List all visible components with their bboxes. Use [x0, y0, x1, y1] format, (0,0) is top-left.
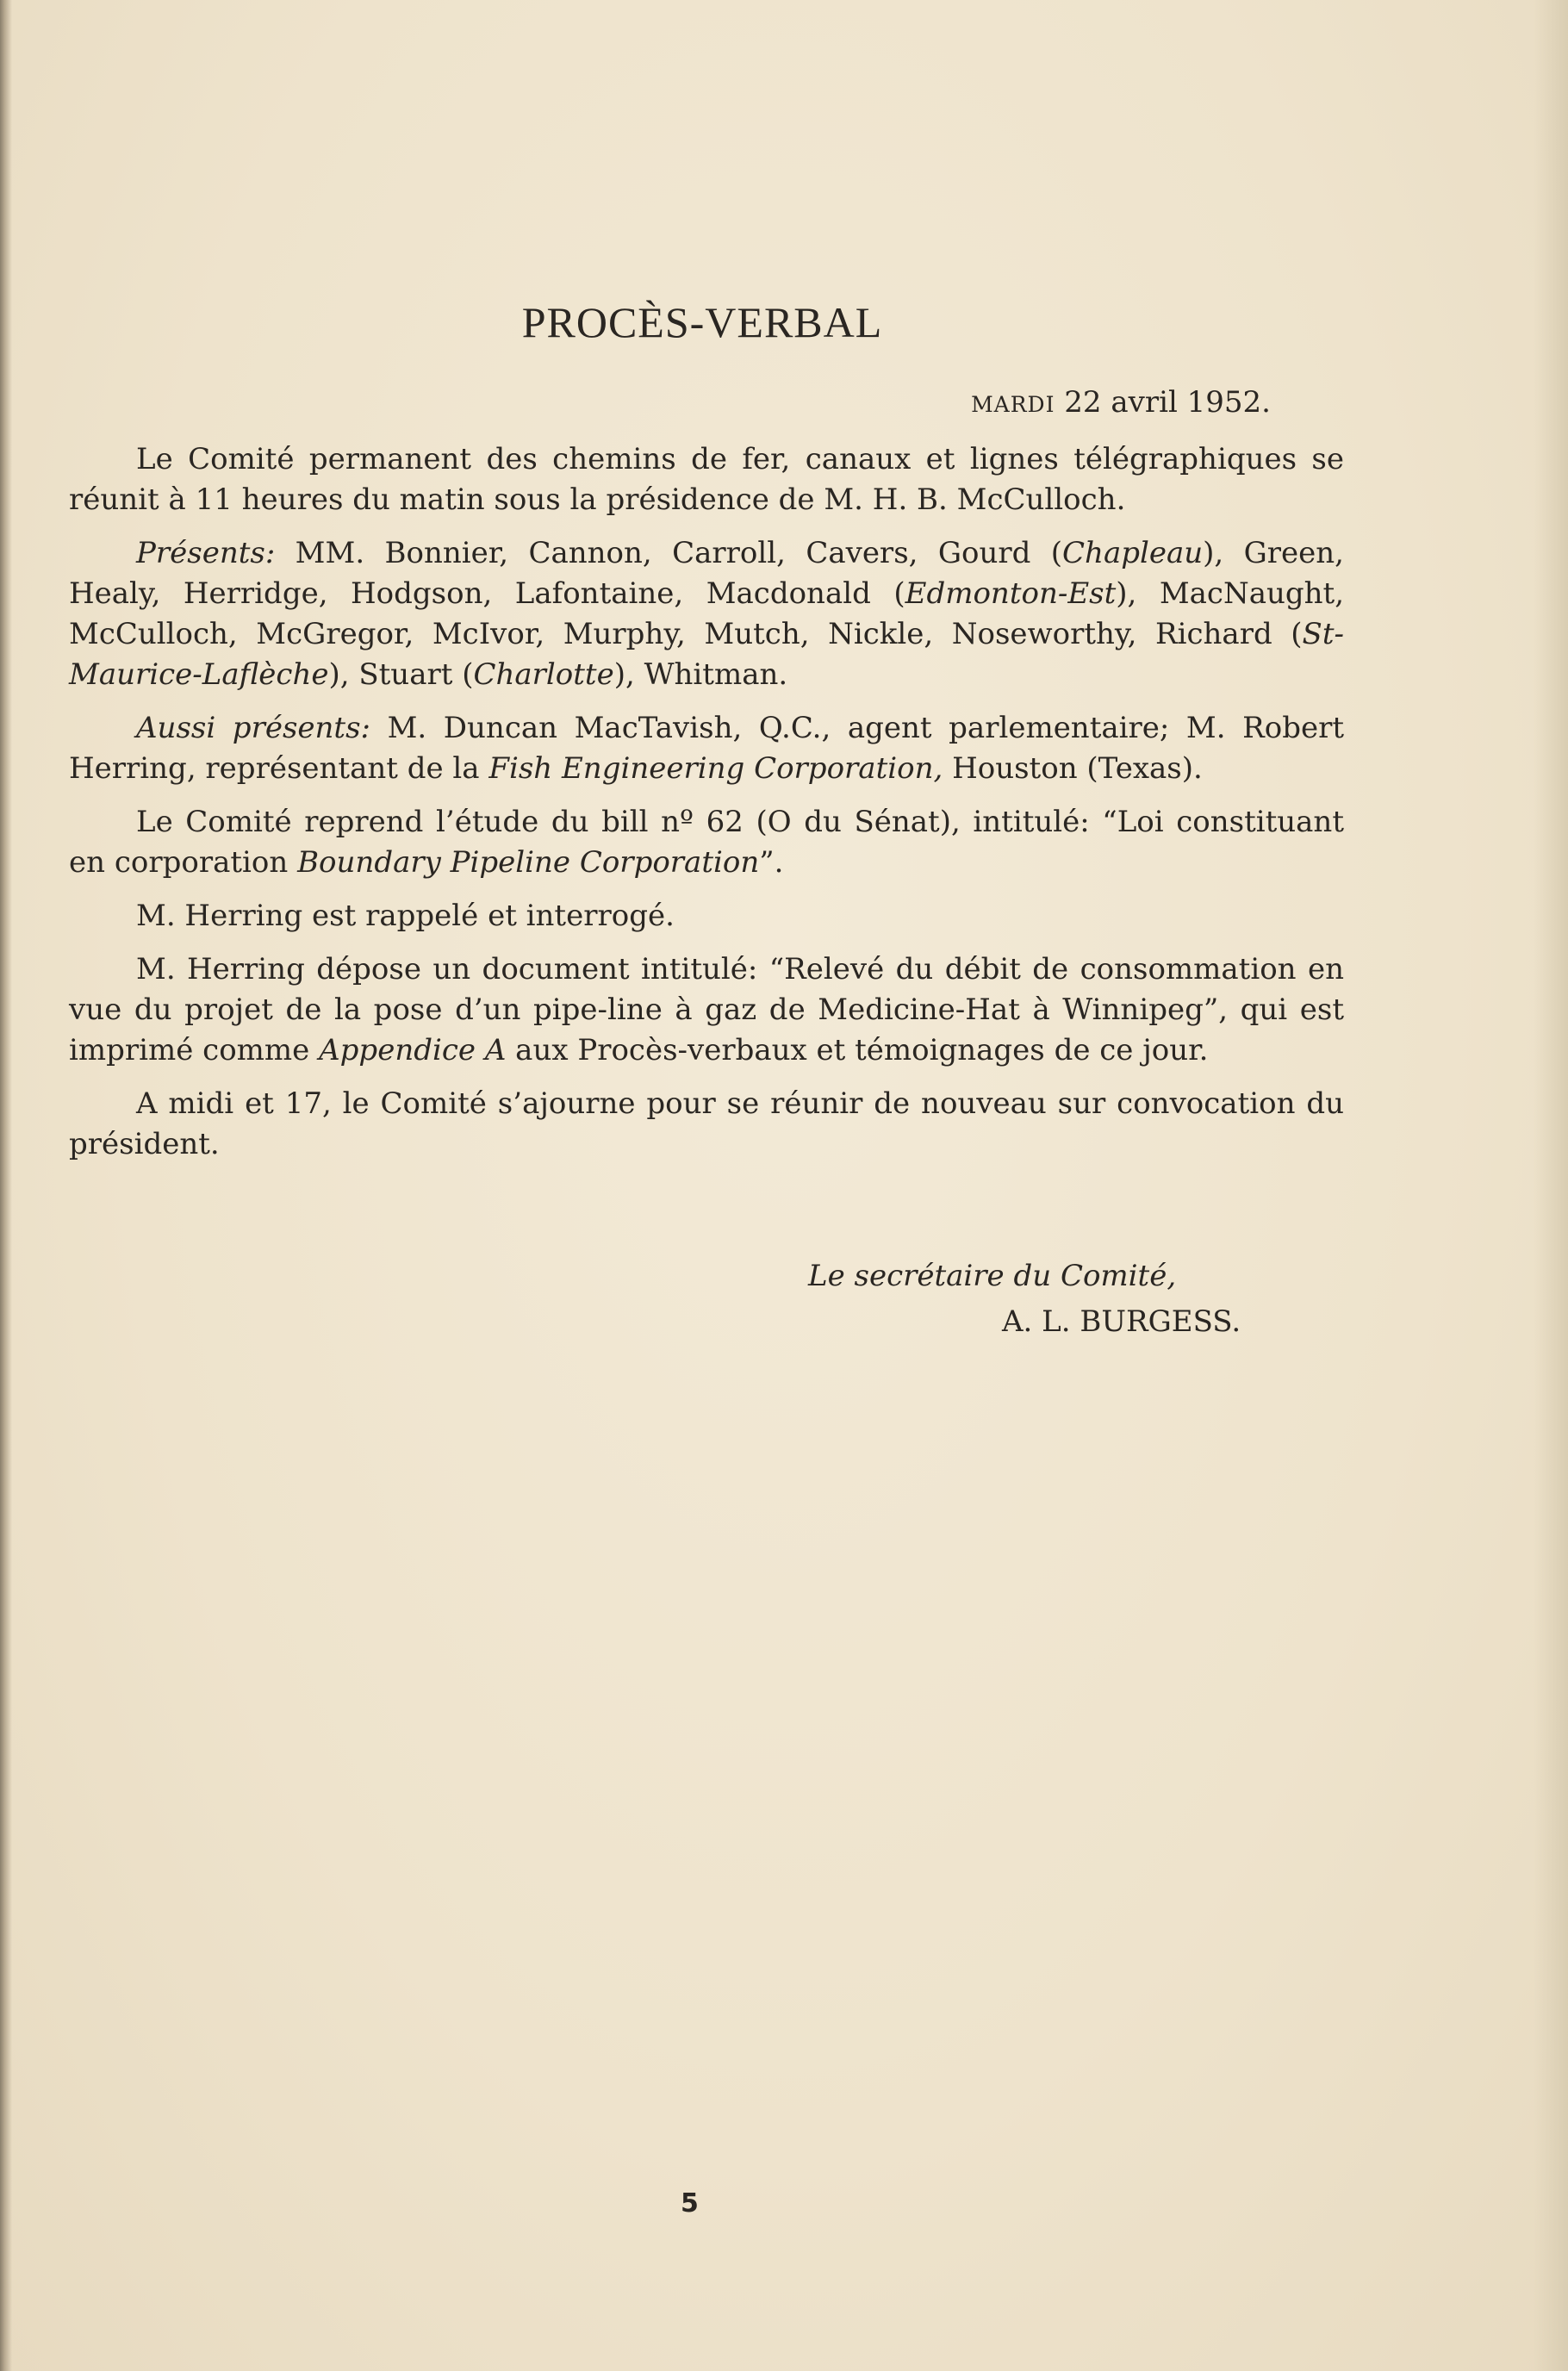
- signature-name: A. L. BURGESS.: [1002, 1304, 1241, 1339]
- paragraph-opening: Le Comité permanent des chemins de fer, canaux et lignes télégraphiques se réunit à 11 heures du matin sous la présidence de M. H. B. McCulloch.: [69, 442, 1344, 517]
- document-text-2: aux Procès-verbaux et témoignages de ce jour.: [506, 1033, 1209, 1067]
- document-text-1: M. Herring dépose un document intitulé: “Relevé du débit de consommation en vue du projet de la pose d’un pipe-line à gaz de Medicine-Hat à Winnipeg”, qui est imprimé comme: [69, 952, 1344, 1067]
- riding-edmonton-est: Edmonton-Est: [905, 576, 1117, 611]
- pipeline-corporation-name: Boundary Pipeline Corporation: [297, 845, 760, 880]
- date-weekday: MARDI: [971, 392, 1055, 417]
- signature-block: [69, 1254, 1344, 1345]
- present-text-4: ), Stuart (: [328, 657, 474, 692]
- paragraph-present-members: [69, 533, 1344, 695]
- present-label: Présents:: [136, 536, 276, 570]
- page-number: 5: [681, 2188, 699, 2219]
- page-title: PROCÈS-VERBAL: [521, 298, 883, 346]
- riding-st-maurice: St-Maurice-Laflèche: [69, 617, 1344, 692]
- paragraph-also-present: [69, 708, 1344, 789]
- present-text-2: ), Green, Healy, Herridge, Hodgson, Lafontaine, Macdonald (: [69, 536, 1344, 611]
- also-present-label: Aussi présents:: [136, 711, 370, 745]
- present-text-1: MM. Bonnier, Cannon, Carroll, Cavers, Gourd (: [275, 536, 1063, 570]
- signature-title: Le secrétaire du Comité,: [808, 1259, 1177, 1293]
- also-present-text-1: M. Duncan MacTavish, Q.C., agent parlementaire; M. Robert Herring, représentant de la: [69, 711, 1345, 786]
- bill-text-2: ”.: [759, 845, 784, 880]
- page-binding-edge: [0, 0, 12, 2371]
- date-rest: 22 avril 1952.: [1055, 385, 1271, 420]
- paragraph-bill: [69, 802, 1344, 883]
- corporation-name: Fish Engineering Corporation,: [488, 751, 943, 786]
- present-text-3: ), MacNaught, McCulloch, McGregor, McIvor, Murphy, Mutch, Nickle, Noseworthy, Richard (: [69, 576, 1345, 651]
- page-right-edge: [1534, 0, 1568, 2371]
- meeting-date: [971, 385, 1271, 420]
- riding-chapleau: Chapleau: [1062, 536, 1204, 570]
- also-present-text-2: Houston (Texas).: [943, 751, 1203, 786]
- appendix-name: Appendice A: [319, 1033, 507, 1067]
- paragraph-recalled: M. Herring est rappelé et interrogé.: [136, 899, 675, 933]
- riding-charlotte: Charlotte: [473, 657, 614, 692]
- present-text-5: ), Whitman.: [613, 657, 788, 692]
- minutes-body: [69, 439, 1344, 1178]
- bill-text-1: Le Comité reprend l’étude du bill nº 62 (O du Sénat), intitulé: “Loi constituant en corporation: [69, 805, 1344, 880]
- paragraph-adjourn: A midi et 17, le Comité s’ajourne pour se réunir de nouveau sur convocation du président.: [69, 1086, 1344, 1161]
- paragraph-document: [69, 949, 1344, 1071]
